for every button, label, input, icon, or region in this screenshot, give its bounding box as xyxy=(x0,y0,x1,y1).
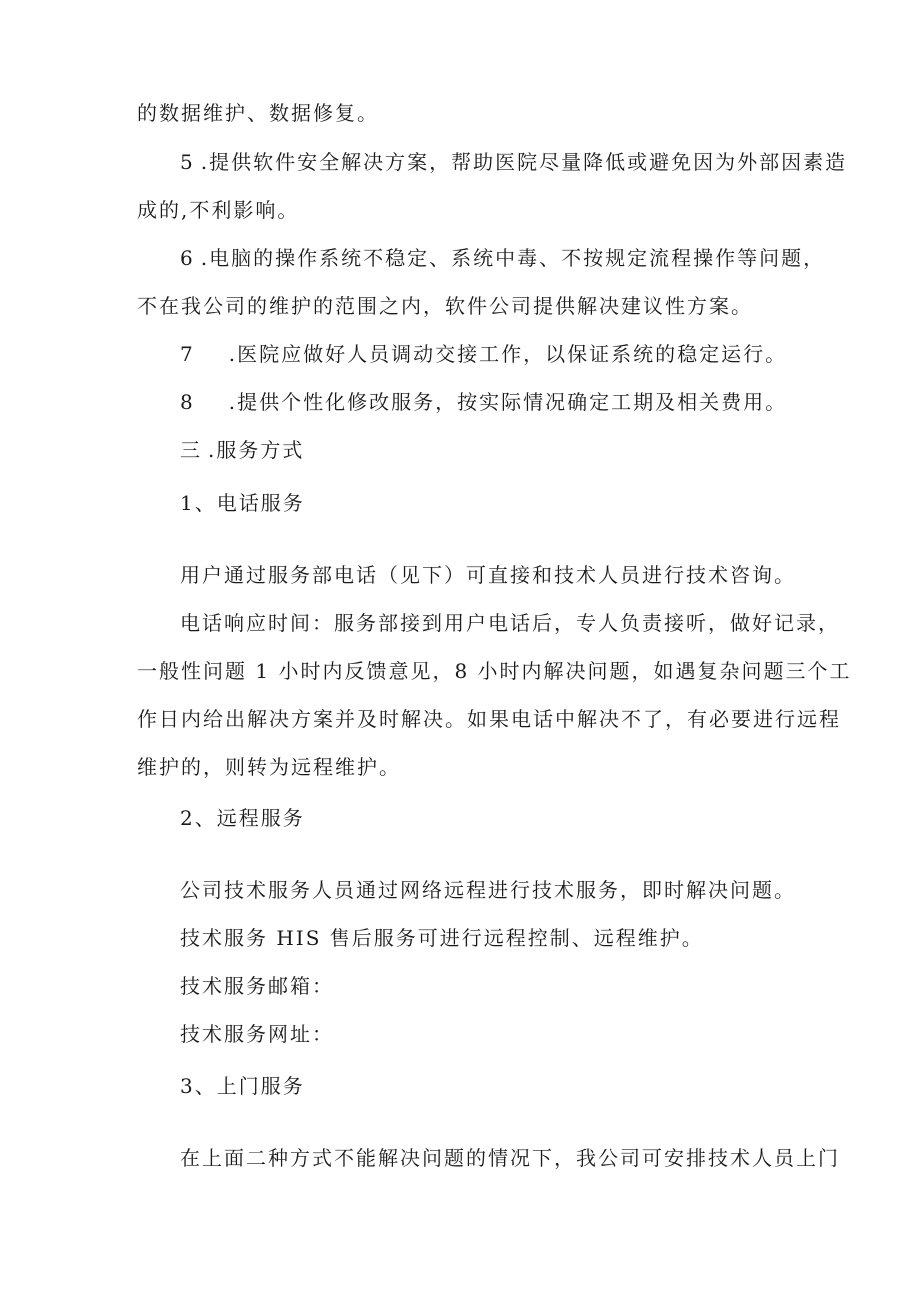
paragraph-line: 的数据维护、数据修复。 xyxy=(137,101,379,125)
paragraph-line: 技术服务 HIS 售后服务可进行远程控制、远程维护。 xyxy=(180,926,704,950)
list-number: 7 xyxy=(180,342,195,366)
list-item-5 xyxy=(180,149,847,175)
list-text: .提供软件安全解决方案，帮助医院尽量降低或避免因为外部因素造 xyxy=(200,150,848,174)
paragraph-line: 成的,不利影响。 xyxy=(137,198,300,222)
list-item-7 xyxy=(180,341,787,367)
list-text: .提供个性化修改服务，按实际情况确定工期及相关费用。 xyxy=(228,390,788,414)
list-item-8 xyxy=(180,389,787,415)
list-number: 6 xyxy=(180,246,195,270)
section-title: .服务方式 xyxy=(208,438,305,462)
list-number: 8 xyxy=(180,390,195,414)
paragraph-line: 不在我公司的维护的范围之内，软件公司提供解决建议性方案。 xyxy=(137,294,753,318)
list-item-6 xyxy=(180,245,825,271)
subsection-heading: 3、上门服务 xyxy=(180,1074,305,1098)
paragraph-line: 维护的，则转为远程维护。 xyxy=(137,755,401,779)
paragraph-line: 技术服务邮箱： xyxy=(180,974,334,998)
section-heading xyxy=(180,437,304,463)
section-number: 三 xyxy=(180,438,202,462)
paragraph-line: 一般性问题 1 小时内反馈意见，8 小时内解决问题，如遇复杂问题三个工 xyxy=(137,659,852,683)
subsection-heading: 1、电话服务 xyxy=(180,491,305,515)
list-number: 5 xyxy=(180,150,195,174)
paragraph-line: 公司技术服务人员通过网络远程进行技术服务，即时解决问题。 xyxy=(180,878,796,902)
paragraph-line: 技术服务网址： xyxy=(180,1022,334,1046)
paragraph-line: 作日内给出解决方案并及时解决。如果电话中解决不了，有必要进行远程 xyxy=(137,707,841,731)
paragraph-line: 电话响应时间：服务部接到用户电话后，专人负责接听，做好记录， xyxy=(180,611,840,635)
paragraph-line: 在上面二种方式不能解决问题的情况下，我公司可安排技术人员上门 xyxy=(180,1146,840,1170)
list-text: .医院应做好人员调动交接工作，以保证系统的稳定运行。 xyxy=(228,342,788,366)
subsection-heading: 2、远程服务 xyxy=(180,806,305,830)
list-text: .电脑的操作系统不稳定、系统中毒、不按规定流程操作等问题， xyxy=(200,246,826,270)
paragraph-line: 用户通过服务部电话（见下）可直接和技术人员进行技术咨询。 xyxy=(180,563,796,587)
